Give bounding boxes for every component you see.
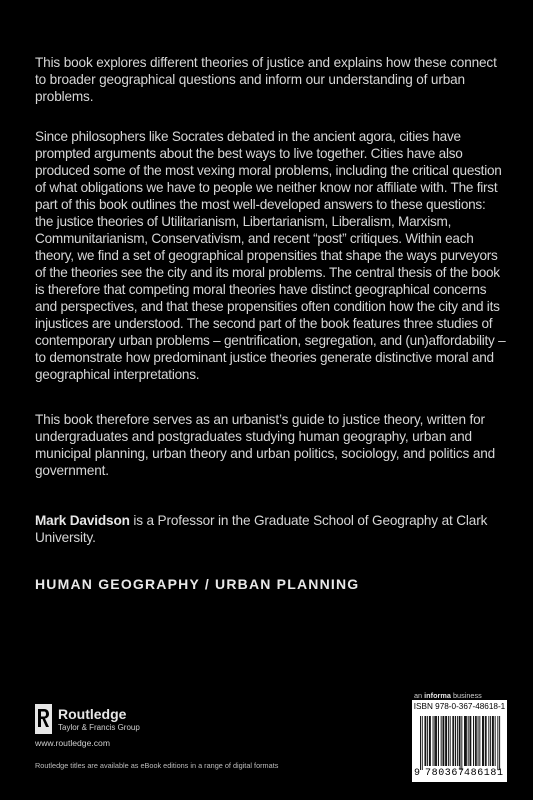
barcode-bar — [468, 716, 469, 766]
barcode-bar — [464, 716, 465, 766]
ebook-note: Routledge titles are available as eBook editions in a range of digital formats — [35, 761, 279, 770]
informa-brand: informa — [424, 691, 451, 700]
barcode-bar — [470, 716, 471, 766]
barcode-bar — [446, 716, 447, 766]
barcode — [412, 700, 507, 782]
barcode-digits-right: 486181 — [464, 768, 504, 779]
barcode-bar — [482, 716, 483, 766]
barcode-bar — [459, 716, 460, 766]
barcode-bar — [425, 716, 426, 766]
barcode-bar — [495, 716, 496, 766]
barcode-bar — [488, 716, 489, 766]
barcode-digits-left: 780367 — [425, 768, 465, 779]
barcode-bar — [492, 716, 493, 766]
publisher-name: Routledge — [58, 706, 127, 722]
barcode-bar — [443, 716, 444, 766]
description-text-2: Since philosophers like Socrates debated in the ancient agora, cities have prompted arguments about the best ways to live together. Cities have also produced some of the most vexing moral problems, including the critical question of what obligations we have to people we neither know nor affiliate with. The first part of this book outlines the most well-developed answers to these questions: the justice theories of Utilitarianism, Libertarianism, Liberalism, Marxism, Communitarianism, Conservativism, and recent “post” critiques. Within each theory, we find a set of geographical propensities that shape the ways purveyors of the theories see the city and its moral problems. The central thesis of the book is therefore that competing moral theories have distinct geographical concerns and perspectives, and that these propensities often condition how the city and its injustices are understood. The second part of the book features three studies of contemporary urban problems – gentrification, segregation, and (un)affordability – to demonstrate how predominant justice theories generate distinctive moral and geographical interpretations. — [35, 129, 506, 382]
barcode-bar — [457, 716, 458, 766]
barcode-bar — [425, 716, 426, 766]
barcode-bar — [427, 716, 428, 766]
barcode-bar — [452, 716, 453, 766]
parent-suffix: business — [450, 691, 482, 700]
isbn-number: ISBN 978-0-367-48618-1 — [413, 702, 506, 711]
barcode-bar — [436, 716, 437, 766]
barcode-bar — [478, 716, 479, 766]
barcode-bar — [483, 716, 484, 766]
routledge-logo-icon — [35, 704, 52, 734]
barcode-bar — [434, 716, 435, 766]
subject-category: HUMAN GEOGRAPHY / URBAN PLANNING — [35, 576, 360, 592]
description-text-1: This book explores different theories of justice and explains how these connect to broader geographical questions and inform our understanding of urban problems. — [35, 55, 497, 104]
barcode-bar — [441, 716, 442, 766]
barcode-bars — [412, 714, 507, 770]
barcode-bar — [475, 716, 476, 766]
author-bio — [35, 512, 505, 546]
barcode-bar — [450, 716, 451, 766]
author-name: Mark Davidson — [35, 513, 130, 528]
barcode-bar — [420, 716, 421, 770]
description-paragraph-2 — [35, 128, 507, 383]
barcode-bar — [433, 716, 434, 766]
barcode-bar — [461, 716, 462, 770]
parent-company — [414, 691, 482, 700]
barcode-bar — [486, 716, 487, 766]
barcode-bar — [429, 716, 430, 766]
barcode-digits — [412, 768, 507, 782]
author-bio-rest: is a Professor in the Graduate School of Geography at Clark University. — [35, 513, 488, 545]
barcode-bar — [470, 716, 471, 766]
barcode-bar — [499, 716, 500, 770]
author-bio-text — [35, 512, 505, 546]
publisher-group: Taylor & Francis Group — [58, 723, 140, 732]
barcode-bar — [493, 716, 494, 766]
barcode-bar — [445, 716, 446, 766]
barcode-bar — [466, 716, 467, 766]
barcode-digit-first: 9 — [414, 768, 421, 779]
barcode-bar — [443, 716, 444, 766]
barcode-bar — [438, 716, 439, 766]
description-text-3: This book therefore serves as an urbanist’s guide to justice theory, written for undergraduates and postgraduates studying human geography, urban and municipal planning, urban theory and urban politics, sociology, and politics and government. — [35, 412, 496, 478]
barcode-bar — [453, 716, 454, 766]
barcode-bar — [473, 716, 474, 766]
parent-prefix: an — [414, 691, 425, 700]
publisher-website[interactable]: www.routledge.com — [35, 738, 110, 748]
barcode-bar — [455, 716, 456, 766]
barcode-bar — [497, 716, 498, 770]
description-paragraph-3 — [35, 411, 505, 479]
barcode-bar — [479, 716, 480, 766]
barcode-bar — [435, 716, 436, 766]
barcode-bar — [460, 716, 461, 770]
barcode-bar — [422, 716, 423, 770]
barcode-bar — [448, 716, 449, 766]
barcode-bar — [490, 716, 491, 766]
barcode-bar — [465, 716, 466, 766]
barcode-bar — [485, 716, 486, 766]
description-paragraph-1 — [35, 54, 505, 105]
barcode-bar — [476, 716, 477, 766]
barcode-bar — [430, 716, 431, 766]
